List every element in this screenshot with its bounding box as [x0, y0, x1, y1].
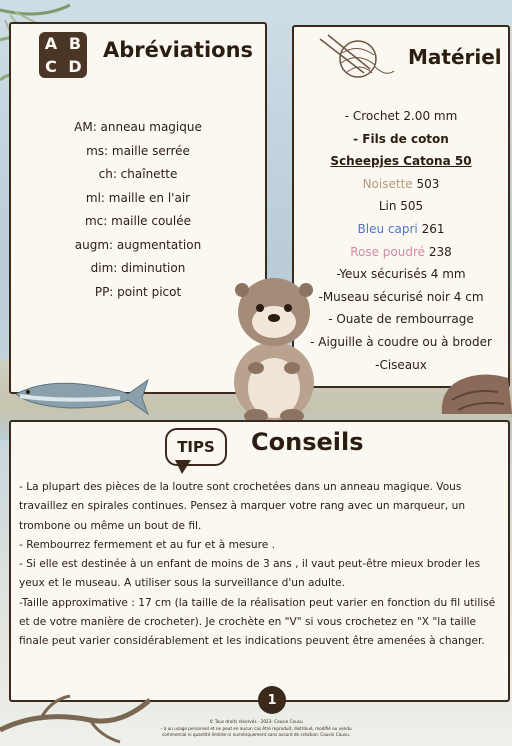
logo-letter: D	[68, 57, 82, 76]
rock-illustration	[438, 370, 512, 416]
tips-panel	[9, 420, 510, 702]
material-item: - Aiguille à coudre ou à broder	[310, 334, 492, 349]
fish-illustration	[10, 372, 150, 418]
tips-speech-bubble: TIPS	[165, 428, 227, 466]
abbreviations-title: Abréviations	[103, 38, 254, 62]
yarn-brand-label: Scheepjes Catona 50	[330, 154, 472, 169]
tips-title: Conseils	[251, 428, 364, 456]
material-item: -Ciseaux	[375, 357, 427, 372]
material-color	[294, 241, 508, 264]
abbreviation-item: AM: anneau magique	[74, 120, 202, 134]
footer-line: © Tous droits réservés - 2023- Cousin Cousu	[209, 719, 303, 724]
abbreviation-item: ml: maille en l'air	[85, 190, 191, 205]
tips-paragraph: - La plupart des pièces de la loutre sont crochetées dans un anneau magique. Vous travaillez en spirales continues. Pensez à marquer votre rang avec un marqueur, un trombone ou même un bout de fil.	[19, 481, 466, 532]
copyright-footer	[150, 719, 362, 739]
material-color	[294, 218, 508, 241]
speech-bubble-tail-icon	[175, 460, 191, 474]
material-color	[294, 195, 508, 218]
footer-line: – à un usage personnel et ne peut en aucun cas être reproduit, distribué, modifié ou vendu	[160, 725, 352, 731]
color-name: Lin	[378, 199, 397, 214]
abbreviation-item: augm: augmentation	[74, 237, 202, 252]
abbreviation-item: ch: chaînette	[98, 167, 178, 181]
abcd-logo-icon	[39, 32, 87, 78]
material-yarn-brand	[294, 150, 508, 173]
color-code: 503	[416, 176, 440, 191]
driftwood-decoration	[0, 690, 150, 746]
otter-illustration	[222, 264, 326, 424]
color-code: 238	[428, 244, 452, 259]
footer-line: commercial ni quantité limitée ni numériquement sans accord de création: Cousin Cousu.	[161, 732, 351, 737]
logo-letter: B	[68, 34, 82, 53]
color-name: Noisette	[362, 176, 413, 191]
color-name: Bleu capri	[357, 221, 418, 236]
material-yarn: - Fils de coton	[353, 131, 449, 146]
tips-paragraph: - Rembourrez fermement et au fur et à mesure .	[19, 538, 276, 551]
materials-title: Matériel	[408, 45, 502, 69]
color-code: 505	[400, 199, 424, 214]
color-code: 261	[421, 221, 445, 236]
yarn-ball-icon	[318, 33, 396, 83]
abbreviation-item: ms: maille serrée	[86, 143, 190, 158]
abbreviation-item: mc: maille coulée	[84, 214, 192, 228]
material-hook: - Crochet 2.00 mm	[344, 109, 458, 123]
tips-paragraph: -Taille approximative : 17 cm (la taille de la réalisation peut varier en fonction du fil utilisé et de votre manière de crocheter). Je crochète en "V" si vous crochetez en "X "la taille finale peut varier considérablement et les indications peuvent être amenées à changer.	[19, 596, 496, 648]
material-item: - Ouate de rembourrage	[328, 312, 474, 327]
page-number: 1	[258, 686, 286, 714]
material-item: -Yeux sécurisés 4 mm	[336, 267, 466, 282]
material-color	[294, 173, 508, 196]
materials-list	[294, 105, 508, 376]
abbreviation-item: dim: diminution	[90, 261, 186, 275]
color-name: Rose poudré	[350, 244, 426, 259]
logo-letter: A	[44, 34, 58, 53]
abbreviation-item: PP: point picot	[94, 284, 182, 299]
tips-paragraph: - Si elle est destinée à un enfant de moins de 3 ans , il vaut peut-être mieux broder les yeux et le museau. A utiliser sous la surveillance d'un adulte.	[19, 558, 481, 590]
tips-body	[19, 478, 502, 652]
material-item: -Museau sécurisé noir 4 cm	[318, 289, 484, 304]
logo-letter: C	[45, 57, 57, 76]
